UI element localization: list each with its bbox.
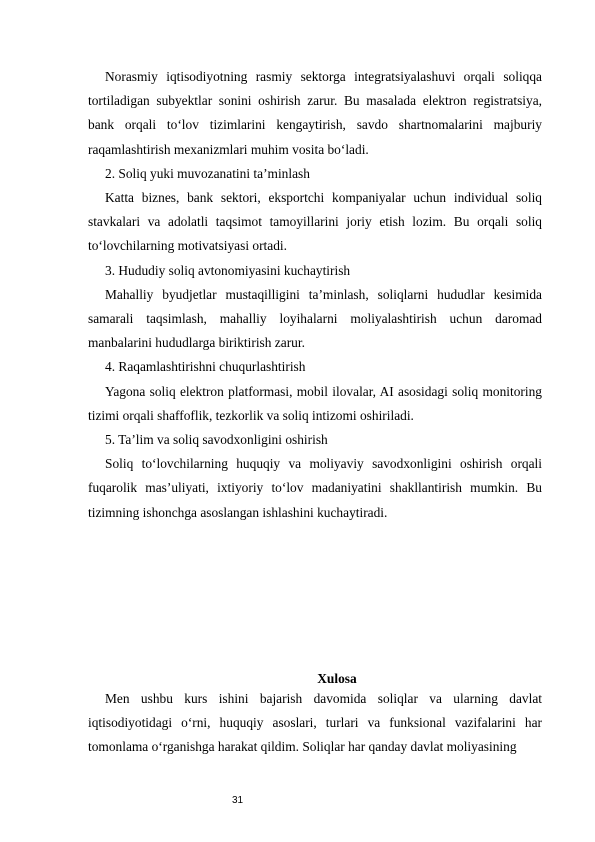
paragraph-tax-burden: Katta biznes, bank sektori, eksportchi kompaniyalar uchun individual soliq stavkalari va adolatli taqsimot tamoyillarini joriy etish lozim. Bu orqali soliq to‘lovchilarning motivatsiyasi ortadi. [88,190,542,254]
heading-digitalization: 4. Raqamlashtirishni chuqurlashtirish [105,359,306,375]
heading-regional-autonomy: 3. Hududiy soliq avtonomiyasini kuchaytirish [105,262,351,278]
conclusion-paragraph: Men ushbu kurs ishini bajarish davomida soliqlar va ularning davlat iqtisodiyotidagi o‘rni, huquqiy asoslari, turlari va funksional vazifalarini har tomonlama o‘rganishga harakat qildim. Soliqlar har qanday davlat moliyasining [88,690,542,755]
paragraph-education: Soliq to‘lovchilarning huquqiy va moliyaviy savodxonligini oshirish orqali fuqarolik mas’uliyati, ixtiyoriy to‘lov madaniyatini shakllantirish mumkin. Bu tizimning ishonchga asoslangan ishlashini kuchaytiradi. [88,456,542,520]
page-number: 31 [232,795,244,806]
heading-education: 5. Ta’lim va soliq savodxonligini oshirish [105,432,328,448]
paragraph-regional-autonomy: Mahalliy byudjetlar mustaqilligini ta’minlash, soliqlarni hududlar kesimida samarali taqsimlash, mahalliy loyihalarni moliyalashtirish uchun daromad manbalarini hududlarga biriktirish zarur. [88,286,542,351]
conclusion-title: Xulosa [317,670,357,686]
paragraph-digitalization: Yagona soliq elektron platformasi, mobil ilovalar, AI asosidagi soliq monitoring tizimi orqali shaffoflik, tezkorlik va soliq intizomi oshiriladi. [88,383,542,423]
heading-tax-burden: 2. Soliq yuki muvozanatini ta’minlash [105,165,310,181]
paragraph-informal-economy: Norasmiy iqtisodiyotning rasmiy sektorga integratsiyalashuvi orqali soliqqa tortiladigan subyektlar sonini oshirish zarur. Bu masalada elektron registratsiya, bank orqali to‘lov tizimlarini kengaytirish, savdo shartnomalarini majburiy raqamlashtirish mexanizmlari muhim vosita bo‘ladi. [88,69,542,157]
document-page [88,65,542,759]
blank-space [88,525,542,663]
